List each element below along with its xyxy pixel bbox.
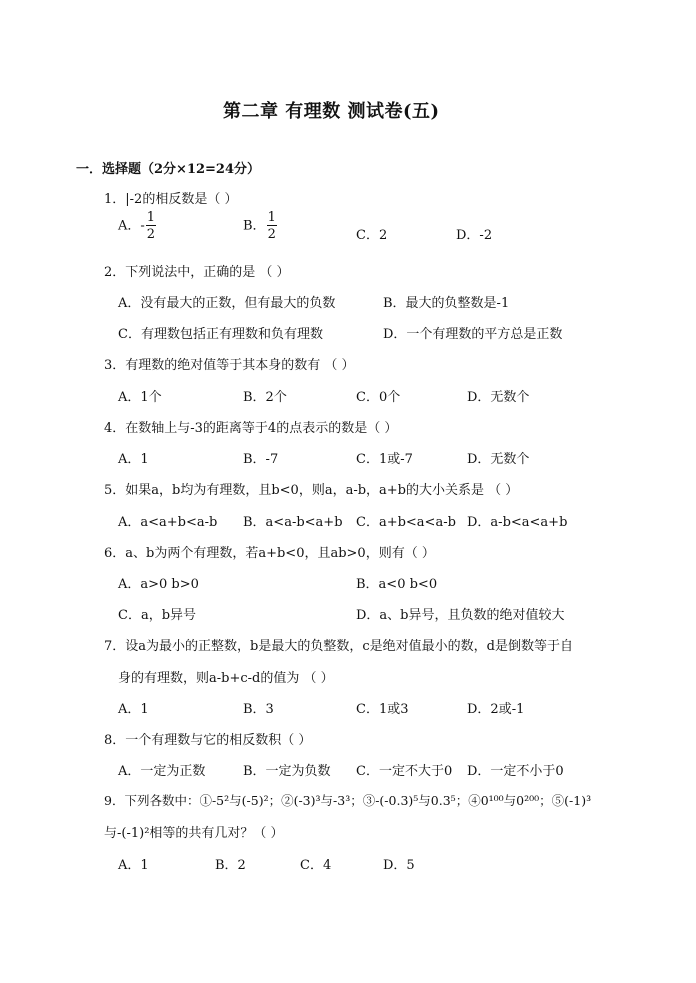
question-4-option-d: D．无数个 [467, 452, 530, 467]
question-1-option-a [118, 211, 156, 241]
question-9-stem-line-2: 与-(-1)²相等的共有几对？（ ） [104, 826, 284, 841]
fraction-denominator: 2 [267, 227, 276, 242]
section-heading-choice: 一．选择题（2分×12=24分） [76, 162, 261, 177]
question-1-option-c: C．2 [356, 228, 388, 243]
question-2-option-c: C．有理数包括正有理数和负有理数 [118, 327, 323, 342]
question-3-option-d: D．无数个 [467, 390, 530, 405]
question-9-option-a: A．1 [118, 858, 149, 873]
question-2-option-a: A．没有最大的正数，但有最大的负数 [118, 296, 336, 311]
question-9-option-b: B．2 [215, 858, 246, 873]
question-3-option-b: B．2个 [243, 390, 287, 405]
question-5-option-d: D．a-b<a<a+b [467, 515, 568, 530]
question-6-option-d: D．a、b异号，且负数的绝对值较大 [356, 608, 565, 623]
question-4-option-b: B．-7 [243, 452, 279, 467]
question-7-stem-line-1: 7．设a为最小的正整数，b是最大的负整数，c是绝对值最小的数，d是倒数等于自 [104, 639, 573, 654]
option-b-label: B． [243, 218, 266, 234]
question-7-option-a: A．1 [118, 702, 149, 717]
question-8-stem: 8．一个有理数与它的相反数积（ ） [104, 733, 312, 748]
option-a-sign: - [140, 218, 145, 234]
question-1-stem: 1．|-2的相反数是（ ） [104, 192, 238, 207]
fraction-one-half [146, 211, 156, 241]
question-5-stem: 5．如果a，b均为有理数，且b<0，则a，a-b，a+b的大小关系是 （ ） [104, 483, 519, 498]
question-5-option-a: A．a<a+b<a-b [118, 515, 218, 530]
question-8-option-a: A．一定为正数 [118, 764, 206, 779]
question-1-option-b [243, 211, 277, 241]
question-3-option-a: A．1个 [118, 390, 162, 405]
fraction-denominator: 2 [146, 227, 156, 242]
question-7-option-b: B．3 [243, 702, 274, 717]
question-6-option-c: C．a，b异号 [118, 608, 197, 623]
question-4-stem: 4．在数轴上与-3的距离等于4的点表示的数是（ ） [104, 421, 398, 436]
question-9-option-d: D．5 [383, 858, 415, 873]
question-8-option-c: C．一定不大于0 [356, 764, 453, 779]
question-6-option-a: A．a>0 b>0 [118, 577, 199, 592]
question-8-option-b: B．一定为负数 [243, 764, 331, 779]
question-7-option-d: D．2或-1 [467, 702, 525, 717]
question-4-option-c: C．1或-7 [356, 452, 413, 467]
question-6-stem: 6．a、b为两个有理数，若a+b<0，且ab>0，则有（ ） [104, 546, 435, 561]
question-5-option-b: B．a<a-b<a+b [243, 515, 343, 530]
question-2-stem: 2．下列说法中，正确的是 （ ） [104, 265, 290, 280]
question-8-option-d: D．一定不小于0 [467, 764, 564, 779]
question-7-option-c: C．1或3 [356, 702, 409, 717]
question-7-stem-line-2: 身的有理数，则a-b+c-d的值为 （ ） [118, 671, 334, 686]
question-4-option-a: A．1 [118, 452, 149, 467]
question-9-stem-line-1: 9．下列各数中：①-5²与(-5)²；②(-3)³与-3³；③-(-0.3)⁵与0.3⁵；④0¹⁰⁰与0²⁰⁰；⑤(-1)³ [104, 793, 592, 808]
fraction-numerator: 1 [267, 210, 276, 225]
question-3-stem: 3．有理数的绝对值等于其本身的数有 （ ） [104, 358, 355, 373]
question-6-option-b: B．a<0 b<0 [356, 577, 438, 592]
fraction-numerator: 1 [146, 210, 156, 225]
question-5-option-c: C．a+b<a<a-b [356, 515, 456, 530]
question-2-option-d: D．一个有理数的平方总是正数 [383, 327, 563, 342]
question-3-option-c: C．0个 [356, 390, 401, 405]
page-title: 第二章 有理数 测试卷(五) [223, 101, 440, 122]
option-a-label: A． [118, 218, 141, 234]
fraction-one-half [267, 211, 277, 241]
question-2-option-b: B．最大的负整数是-1 [383, 296, 510, 311]
question-1-option-d: D．-2 [456, 228, 493, 243]
question-9-option-c: C．4 [300, 858, 332, 873]
